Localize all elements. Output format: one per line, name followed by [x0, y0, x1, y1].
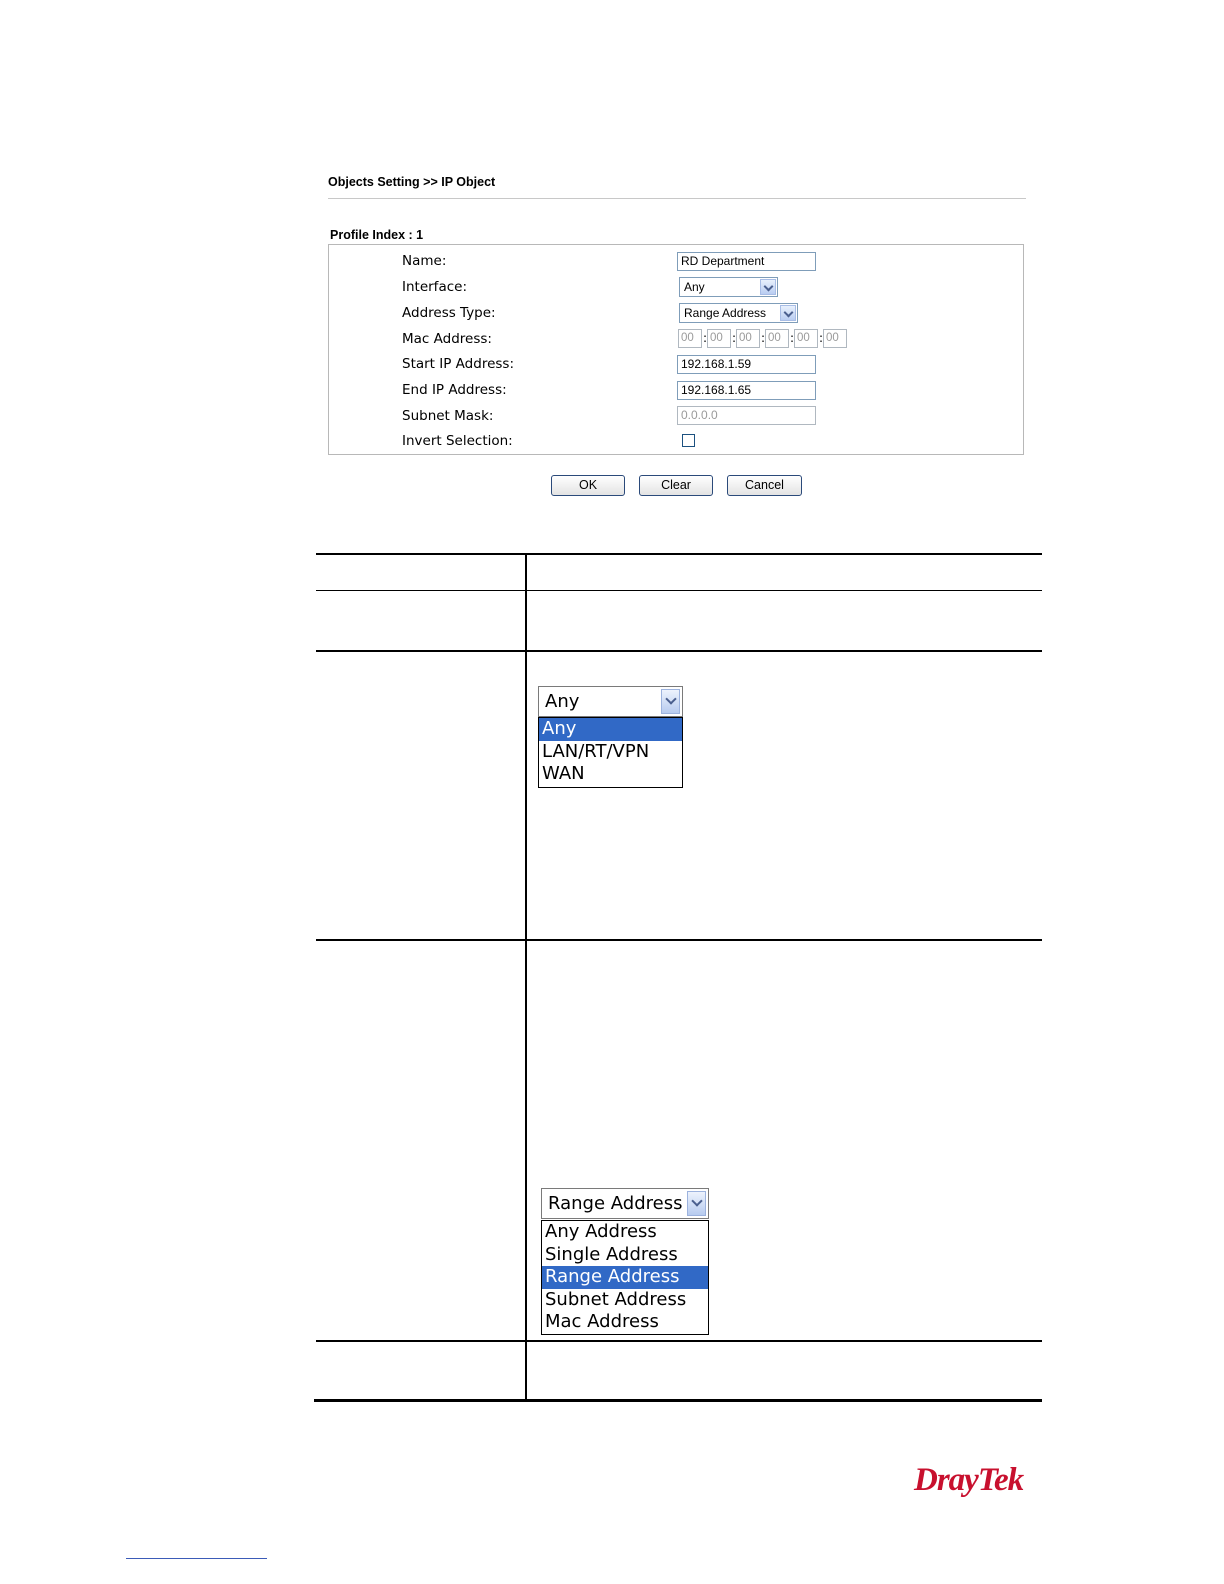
header-divider: [328, 198, 1026, 199]
footer-link-underline: [126, 1558, 267, 1559]
mac-octet-4[interactable]: 00: [765, 329, 789, 348]
interface-label: Interface:: [402, 279, 467, 295]
list-item[interactable]: LAN/RT/VPN: [542, 740, 650, 762]
logo-text-tek: Tek: [977, 1462, 1024, 1498]
table-row-divider: [316, 939, 1042, 941]
table-column-divider: [525, 553, 527, 1401]
address-type-dropdown-list: [541, 1220, 709, 1335]
chevron-down-icon[interactable]: [780, 305, 796, 321]
list-item[interactable]: Any Address: [545, 1221, 657, 1242]
interface-dropdown-value: Any: [545, 691, 580, 712]
table-row-divider: [316, 590, 1042, 591]
address-type-select-value: Range Address: [684, 306, 767, 320]
start-ip-label: Start IP Address:: [402, 356, 514, 372]
profile-index-title: Profile Index : 1: [330, 228, 424, 242]
interface-dropdown-select[interactable]: [538, 686, 683, 717]
table-row-divider: [316, 650, 1042, 652]
invert-selection-label: Invert Selection:: [402, 433, 513, 449]
list-item[interactable]: Single Address: [545, 1243, 678, 1265]
cancel-button[interactable]: Cancel: [727, 475, 802, 496]
interface-select-value: Any: [684, 280, 705, 294]
chevron-down-icon[interactable]: [760, 279, 776, 295]
address-type-select[interactable]: [679, 303, 798, 323]
mac-separator: :: [761, 331, 766, 345]
list-item[interactable]: Subnet Address: [545, 1288, 687, 1310]
interface-select[interactable]: [679, 277, 778, 297]
table-top-border: [316, 553, 1042, 555]
draytek-logo: [914, 1462, 1023, 1499]
mac-separator: :: [819, 331, 824, 345]
mac-separator: :: [790, 331, 795, 345]
list-item[interactable]: WAN: [542, 763, 585, 785]
table-row-divider: [316, 1340, 1042, 1342]
name-label: Name:: [402, 253, 447, 269]
list-item[interactable]: Mac Address: [545, 1311, 659, 1333]
clear-button[interactable]: Clear: [639, 475, 713, 496]
end-ip-label: End IP Address:: [402, 382, 507, 398]
subnet-mask-label: Subnet Mask:: [402, 408, 494, 424]
ok-button[interactable]: OK: [551, 475, 625, 496]
chevron-down-icon[interactable]: [661, 689, 680, 714]
mac-octet-5[interactable]: 00: [794, 329, 818, 348]
address-type-label: Address Type:: [402, 305, 496, 321]
list-item[interactable]: Range Address: [542, 1266, 708, 1289]
logo-text-dray: Dray: [914, 1462, 978, 1498]
breadcrumb: Objects Setting >> IP Object: [328, 175, 496, 189]
mac-separator: :: [732, 331, 737, 345]
mac-octet-3[interactable]: 00: [736, 329, 760, 348]
start-ip-input[interactable]: 192.168.1.59: [677, 355, 816, 374]
end-ip-input[interactable]: 192.168.1.65: [677, 381, 816, 400]
name-input[interactable]: RD Department: [677, 252, 816, 271]
mac-octet-1[interactable]: 00: [678, 329, 702, 348]
address-type-dropdown-select[interactable]: [541, 1188, 709, 1219]
list-item[interactable]: Any: [539, 718, 682, 741]
address-type-dropdown-value: Range Address: [548, 1193, 683, 1214]
mac-octet-6[interactable]: 00: [823, 329, 847, 348]
mac-address-label: Mac Address:: [402, 331, 492, 347]
table-bottom-border: [314, 1399, 1042, 1402]
subnet-mask-input[interactable]: 0.0.0.0: [677, 406, 816, 425]
invert-selection-checkbox[interactable]: [682, 434, 695, 447]
interface-dropdown-list: [538, 717, 683, 788]
mac-octet-2[interactable]: 00: [707, 329, 731, 348]
chevron-down-icon[interactable]: [687, 1191, 706, 1216]
mac-separator: :: [703, 331, 708, 345]
